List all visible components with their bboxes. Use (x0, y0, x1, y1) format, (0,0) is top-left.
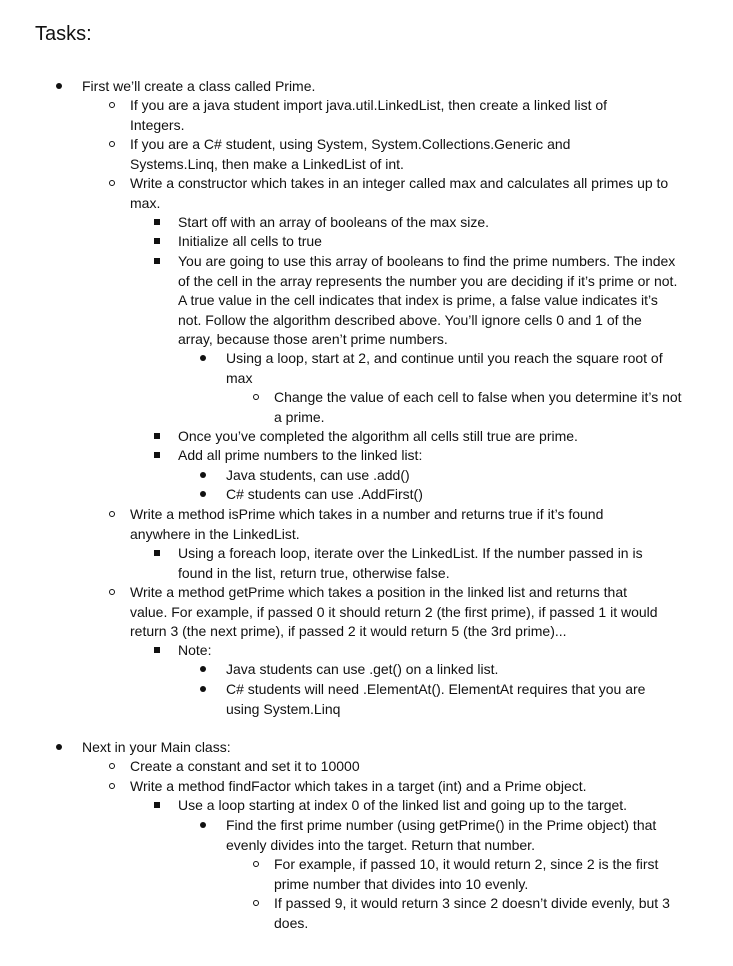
bullet-disc-icon (56, 744, 62, 750)
list-item-text: Next in your Main class: (82, 739, 231, 755)
bullet-circle-icon (253, 394, 259, 400)
bullet-circle-icon (109, 589, 115, 595)
list-item-text: Use a loop starting at index 0 of the linked list and going up to the target. (178, 797, 628, 813)
list-item-text: If you are a java student import java.util.LinkedList, then create a linked list of Integers. (130, 97, 608, 133)
list-item (178, 796, 678, 816)
list-item-text: Start off with an array of booleans of the max size. (178, 214, 490, 230)
list-item (226, 660, 686, 680)
list-item (226, 466, 686, 486)
bullet-disc-icon (200, 355, 206, 361)
list-item-text: If passed 9, it would return 3 since 2 doesn’t divide evenly, but 3 does. (274, 895, 670, 931)
bullet-square-icon (154, 219, 160, 225)
list-item-text: You are going to use this array of booleans to find the prime numbers. The index of the cell in the array represents the number you are deciding if it’s prime or not. A true value in the cell indicates that index is prime, a false value indicates it’s not. Follow the algorithm described above. You’ll ignore cells 0 and 1 of the array, because those aren’t prime numbers. (178, 253, 678, 347)
list-item-text: First we’ll create a class called Prime. (82, 78, 316, 94)
list-item-text: Write a constructor which takes in an integer called max and calculates all primes up to max. (130, 175, 669, 211)
list-item (130, 135, 660, 174)
bullet-circle-icon (109, 763, 115, 769)
bullet-square-icon (154, 433, 160, 439)
list-item-text: For example, if passed 10, it would return 2, since 2 is the first prime number that divides into 10 evenly. (274, 856, 659, 892)
list-item (226, 349, 676, 388)
bullet-circle-icon (253, 900, 259, 906)
bullet-disc-icon (200, 822, 206, 828)
list-item (226, 680, 681, 719)
bullet-square-icon (154, 238, 160, 244)
list-item (226, 485, 686, 505)
list-item-text: Using a foreach loop, iterate over the LinkedList. If the number passed in is found in the list, return true, otherwise false. (178, 545, 643, 581)
list-item (130, 174, 690, 213)
list-item (274, 894, 684, 933)
bullet-disc-icon (200, 472, 206, 478)
bullet-square-icon (154, 452, 160, 458)
bullet-square-icon (154, 802, 160, 808)
bullet-disc-icon (200, 491, 206, 497)
bullet-disc-icon (200, 666, 206, 672)
list-item (178, 446, 688, 466)
list-item-text: Initialize all cells to true (178, 233, 322, 249)
list-item (130, 505, 640, 544)
list-item-text: Create a constant and set it to 10000 (130, 758, 360, 774)
bullet-disc-icon (200, 686, 206, 692)
list-item-text: If you are a C# student, using System, System.Collections.Generic and Systems.Linq, then make a LinkedList of int. (130, 136, 571, 172)
list-item-text: Java students can use .get() on a linked list. (226, 661, 499, 677)
list-item (130, 583, 665, 642)
list-item-text: Java students, can use .add() (226, 467, 410, 483)
list-item (178, 427, 688, 447)
list-item (226, 816, 686, 855)
list-item-text: Add all prime numbers to the linked list: (178, 447, 423, 463)
list-item (178, 213, 688, 233)
bullet-square-icon (154, 258, 160, 264)
list-item (130, 777, 690, 797)
list-item-text: Change the value of each cell to false when you determine it’s not a prime. (274, 389, 682, 425)
list-item (130, 757, 690, 777)
list-item (130, 96, 660, 135)
bullet-circle-icon (109, 180, 115, 186)
list-item (178, 232, 688, 252)
bullet-circle-icon (109, 783, 115, 789)
list-item-text: Note: (178, 642, 212, 658)
bullet-square-icon (154, 647, 160, 653)
list-item-text: Once you’ve completed the algorithm all cells still true are prime. (178, 428, 578, 444)
list-item-text: Using a loop, start at 2, and continue until you reach the square root of max (226, 350, 663, 386)
list-item (178, 252, 678, 350)
list-item (178, 641, 678, 661)
bullet-circle-icon (109, 511, 115, 517)
page-title: Tasks: (35, 23, 92, 45)
list-item-text: Write a method isPrime which takes in a number and returns true if it’s found anywhere in the LinkedList. (130, 506, 604, 542)
list-item (82, 77, 702, 97)
bullet-circle-icon (109, 102, 115, 108)
bullet-circle-icon (253, 861, 259, 867)
bullet-disc-icon (56, 83, 62, 89)
list-item (274, 855, 684, 894)
bullet-square-icon (154, 550, 160, 556)
list-item-text: C# students will need .ElementAt(). ElementAt requires that you are using System.Linq (226, 681, 646, 717)
list-item-text: Write a method findFactor which takes in a target (int) and a Prime object. (130, 778, 587, 794)
list-item (178, 544, 678, 583)
list-item (274, 388, 684, 427)
list-item (82, 738, 702, 758)
list-item-text: Write a method getPrime which takes a position in the linked list and returns that value. For example, if passed 0 it should return 2 (the first prime), if passed 1 it would return 3 (the next prime), if passed 2 it would return 5 (the 3rd prime)... (130, 584, 658, 639)
list-item-text: Find the first prime number (using getPrime() in the Prime object) that evenly divides into the target. Return that number. (226, 817, 657, 853)
bullet-circle-icon (109, 141, 115, 147)
list-item-text: C# students can use .AddFirst() (226, 486, 423, 502)
